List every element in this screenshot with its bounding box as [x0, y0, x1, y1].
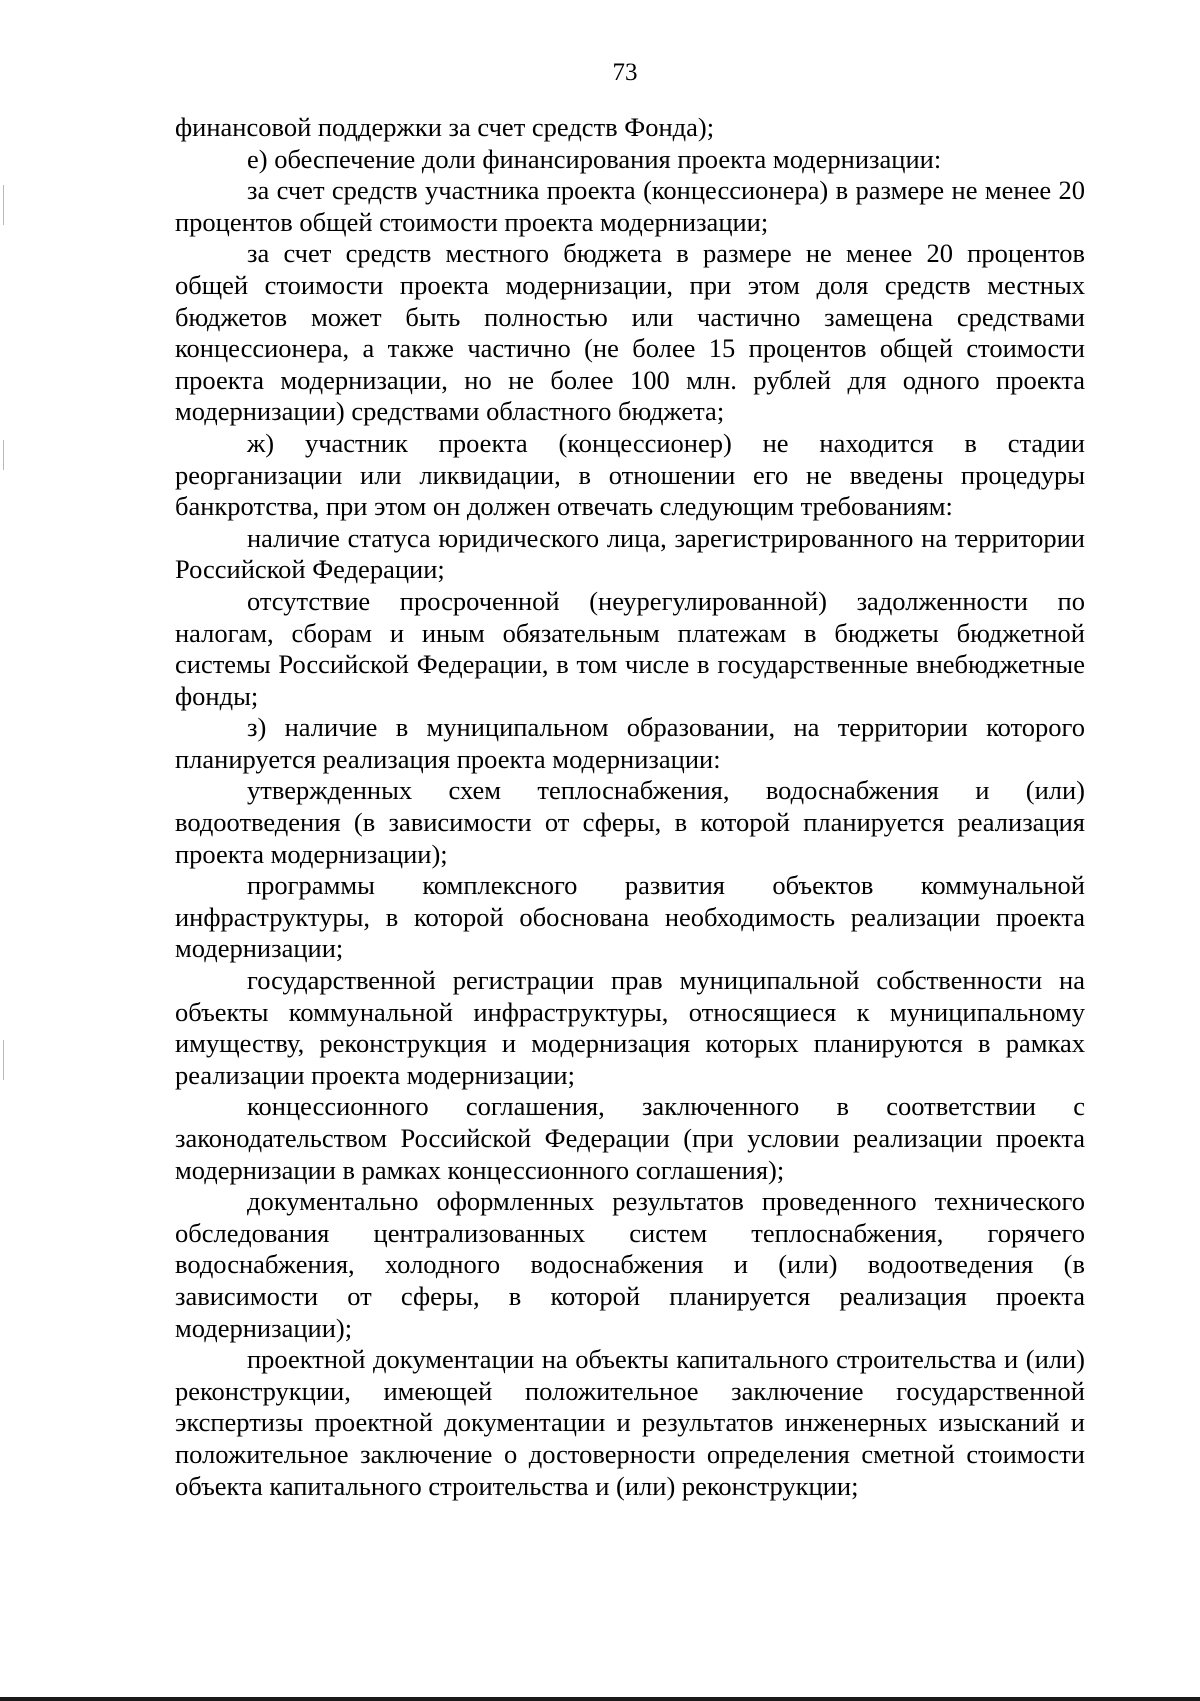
paragraph: ж) участник проекта (концессионер) не находится в стадии реорганизации или ликвидации, в отношении его не введены процедуры банкротства, при этом он должен отвечать следующим требованиям:	[175, 427, 1085, 522]
scan-margin-mark	[3, 440, 4, 470]
paragraph: е) обеспечение доли финансирования проекта модернизации:	[247, 143, 942, 174]
paragraph: за счет средств участника проекта (концессионера) в размере не менее 20 процентов общей стоимости проекта модернизации;	[175, 175, 1085, 237]
paragraph: концессионного соглашения, заключенного в соответствии с законодательством Российской Федерации (при условии реализации проекта модернизации в рамках концессионного соглашения);	[175, 1091, 1085, 1185]
page-number: 73	[612, 59, 638, 86]
paragraph: финансовой поддержки за счет средств Фонда);	[175, 112, 715, 142]
scan-bottom-edge	[0, 1697, 1200, 1701]
scan-margin-mark	[3, 1040, 4, 1080]
scan-margin-mark	[3, 185, 4, 225]
paragraph: документально оформленных результатов проведенного технического обследования централизованных систем теплоснабжения, горячего водоснабжения, холодного водоснабжения и (или) водоотведения (в зависимости от сферы, в которой планируется реализация проекта модернизации);	[175, 1186, 1085, 1343]
paragraph: з) наличие в муниципальном образовании, на территории которого планируется реализация проекта модернизации:	[175, 712, 1085, 774]
paragraph: проектной документации на объекты капитального строительства и (или) реконструкции, имеющей положительное заключение государственной экспертизы проектной документации и результатов инженерных изысканий и положительное заключение о достоверности определения сметной стоимости объекта капитального строительства и (или) реконструкции;	[175, 1344, 1085, 1501]
paragraph: утвержденных схем теплоснабжения, водоснабжения и (или) водоотведения (в зависимости от сферы, в которой планируется реализация проекта модернизации);	[175, 775, 1085, 869]
paragraph: наличие статуса юридического лица, зарегистрированного на территории Российской Федерации;	[175, 522, 1085, 585]
paragraph: государственной регистрации прав муниципальной собственности на объекты коммунальной инфраструктуры, относящиеся к муниципальному имуществу, реконструкция и модернизация которых планируются в рамках реализации проекта модернизации;	[175, 965, 1085, 1090]
paragraph: отсутствие просроченной (неурегулированной) задолженности по налогам, сборам и иным обязательным платежам в бюджеты бюджетной системы Российской Федерации, в том числе в государственные внебюджетные фонды;	[175, 585, 1085, 711]
document-body	[175, 112, 1085, 1502]
paragraph: программы комплексного развития объектов коммунальной инфраструктуры, в которой обоснована необходимость реализации проекта модернизации;	[175, 870, 1085, 964]
paragraph: за счет средств местного бюджета в размере не менее 20 процентов общей стоимости проекта модернизации, при этом доля средств местных бюджетов может быть полностью или частично замещена средствами концессионера, а также частично (не более 15 процентов общей стоимости проекта модернизации, но не более 100 млн. рублей для одного проекта модернизации) средствами областного бюджета;	[175, 238, 1085, 427]
